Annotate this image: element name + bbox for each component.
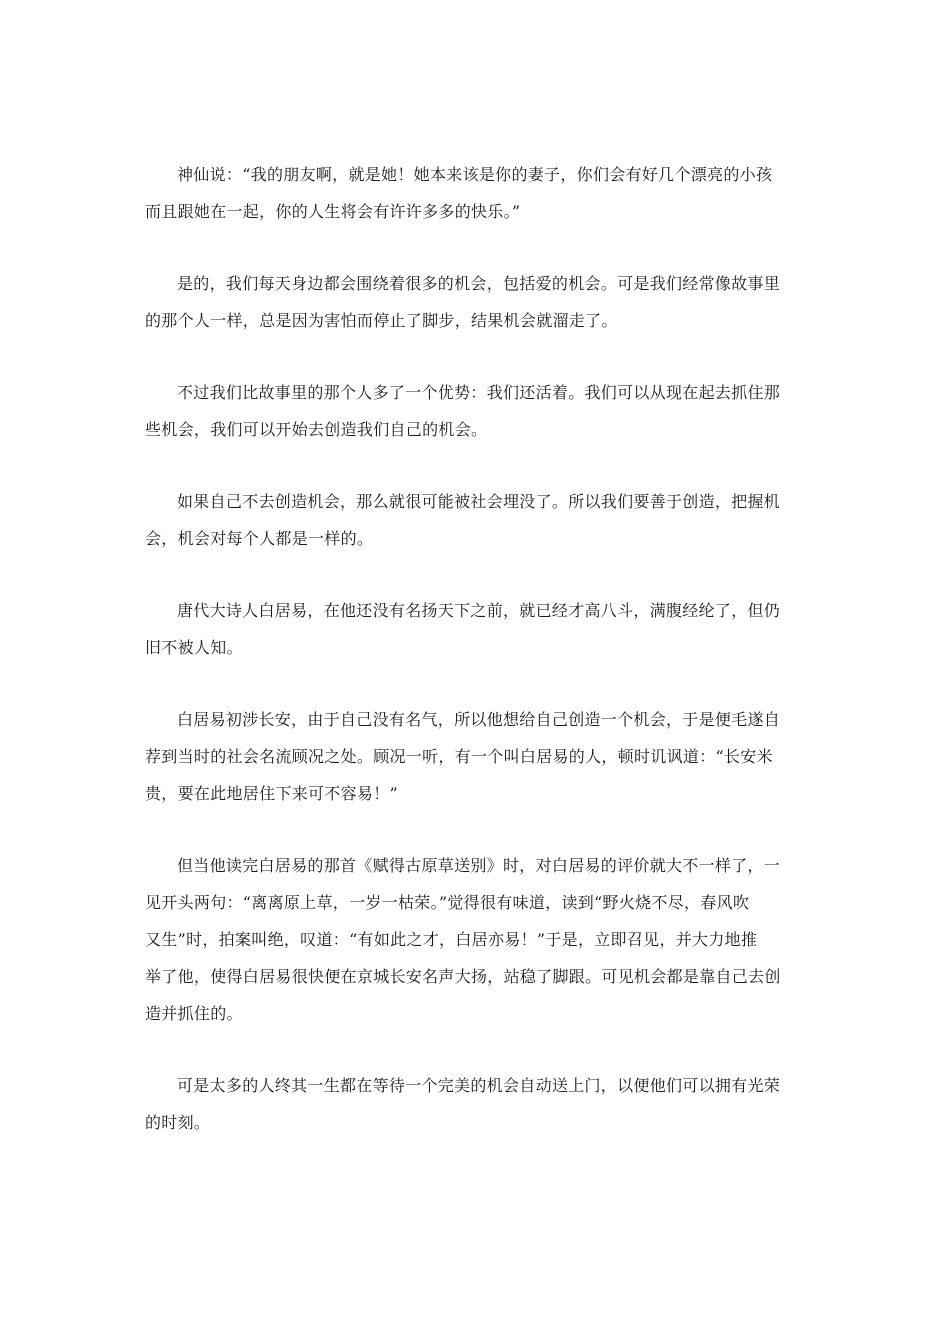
paragraph	[145, 483, 810, 557]
text-line: 可是太多的人终其一生都在等待一个完美的机会自动送上门，以便他们可以拥有光荣	[177, 1076, 781, 1095]
text-line: 的时刻。	[145, 1113, 211, 1132]
text-line: 会，机会对每个人都是一样的。	[145, 529, 374, 548]
paragraph	[145, 847, 810, 1032]
text-line: 的那个人一样，总是因为害怕而停止了脚步，结果机会就溜走了。	[145, 311, 618, 330]
paragraph	[145, 1067, 810, 1141]
paragraph	[145, 701, 810, 812]
text-line: 见开头两句：“离离原上草，一岁一枯荣。”觉得很有味道，读到“野火烧不尽，春风吹	[145, 893, 750, 912]
text-line: 贵，要在此地居住下来可不容易！”	[145, 784, 398, 803]
text-line: 神仙说：“我的朋友啊，就是她！她本来该是你的妻子，你们会有好几个漂亮的小孩	[177, 165, 773, 184]
paragraph	[145, 592, 810, 666]
paragraph	[145, 265, 810, 339]
text-line: 举了他，使得白居易很快便在京城长安名声大扬，站稳了脚跟。可见机会都是靠自己去创	[145, 967, 781, 986]
paragraph	[145, 374, 810, 448]
paragraph	[145, 156, 810, 230]
text-line: 旧不被人知。	[145, 638, 243, 657]
text-line: 些机会，我们可以开始去创造我们自己的机会。	[145, 420, 488, 439]
text-line: 但当他读完白居易的那首《赋得古原草送别》时，对白居易的评价就大不一样了，一	[177, 856, 781, 875]
text-line: 又生”时，拍案叫绝，叹道：“有如此之才，白居亦易！”于是，立即召见，并大力地推	[145, 930, 758, 949]
text-line: 白居易初涉长安，由于自己没有名气，所以他想给自己创造一个机会，于是便毛遂自	[177, 710, 781, 729]
text-line: 如果自己不去创造机会，那么就很可能被社会埋没了。所以我们要善于创造，把握机	[177, 492, 781, 511]
text-line: 是的，我们每天身边都会围绕着很多的机会，包括爱的机会。可是我们经常像故事里	[177, 274, 781, 293]
text-line: 造并抓住的。	[145, 1004, 243, 1023]
document-body	[145, 156, 810, 1176]
text-line: 而且跟她在一起，你的人生将会有许许多多的快乐。”	[145, 202, 521, 221]
text-line: 不过我们比故事里的那个人多了一个优势：我们还活着。我们可以从现在起去抓住那	[177, 383, 781, 402]
text-line: 荐到当时的社会名流顾况之处。顾况一听，有一个叫白居易的人，顿时讥讽道：“长安米	[145, 747, 773, 766]
text-line: 唐代大诗人白居易，在他还没有名扬天下之前，就已经才高八斗，满腹经纶了，但仍	[177, 601, 781, 620]
